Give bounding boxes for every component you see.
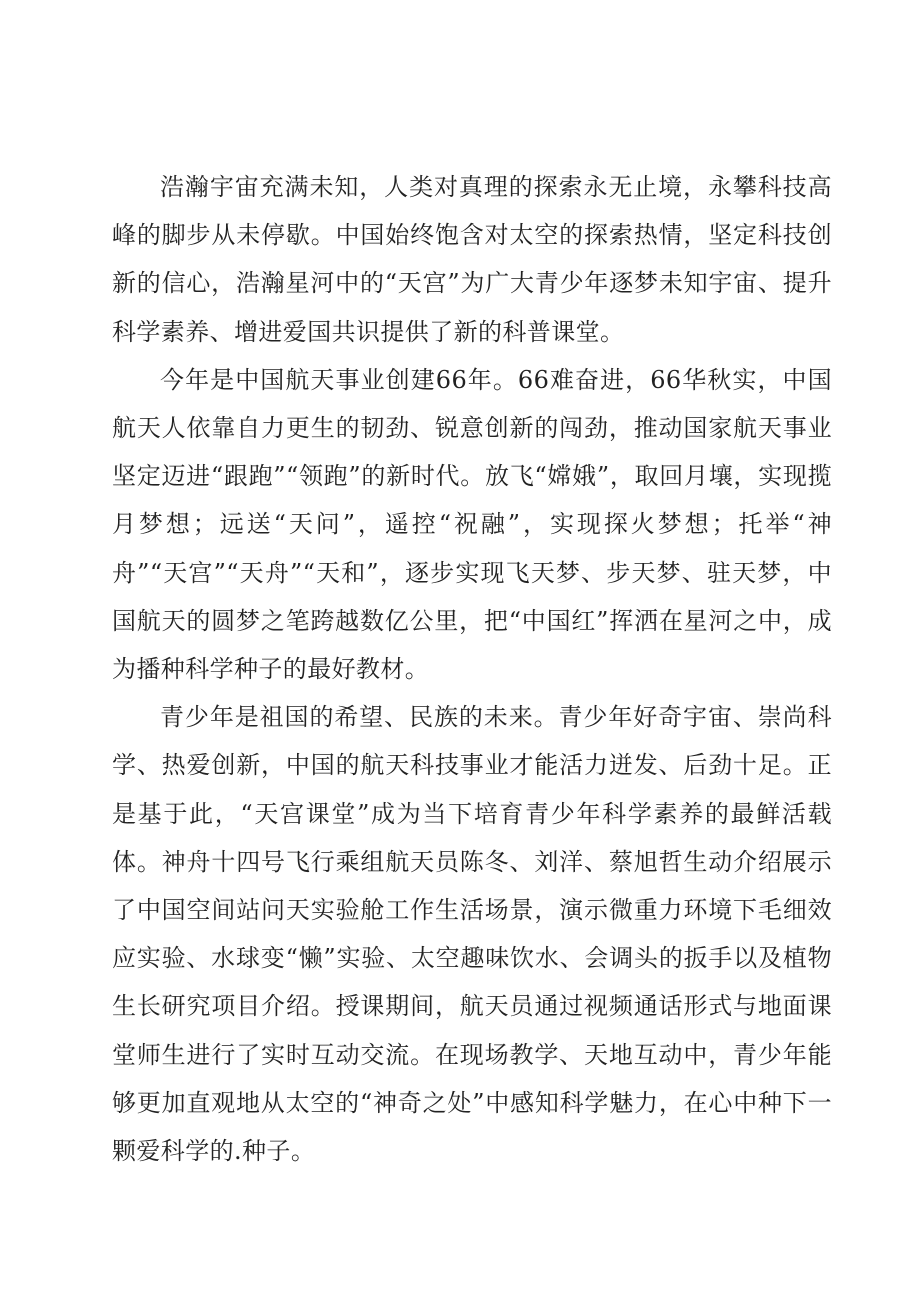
paragraph-space-exploration: 浩瀚宇宙充满未知，人类对真理的探索永无止境，永攀科技高峰的脚步从未停歇。中国始终饱含对太空的探索热情，坚定科技创新的信心，浩瀚星河中的“天宫”为广大青少年逐梦未知宇宙、提升科学素养、增进爱国共识提供了新的科普课堂。 [112,173,832,346]
document-body [112,163,832,1175]
paragraph-aerospace-66-years: 今年是中国航天事业创建66年。66难奋进，66华秋实，中国航天人依靠自力更生的韧劲、锐意创新的闯劲，推动国家航天事业坚定迈进“跟跑”“领跑”的新时代。放飞“嫦娥”，取回月壤，实现揽月梦想；远送“天问”，遥控“祝融”，实现探火梦想；托举“神舟”“天宫”“天舟”“天和”，逐步实现飞天梦、步天梦、驻天梦，中国航天的圆梦之笔跨越数亿公里，把“中国红”挥洒在星河之中，成为播种科学种子的最好教材。 [112,365,832,684]
paragraph-tiangong-classroom: 青少年是祖国的希望、民族的未来。青少年好奇宇宙、崇尚科学、热爱创新，中国的航天科技事业才能活力迸发、后劲十足。正是基于此，“天宫课堂”成为当下培育青少年科学素养的最鲜活载体。神舟十四号飞行乘组航天员陈冬、刘洋、蔡旭哲生动介绍展示了中国空间站问天实验舱工作生活场景，演示微重力环境下毛细效应实验、水球变“懒”实验、太空趣味饮水、会调头的扳手以及植物生长研究项目介绍。授课期间，航天员通过视频通话形式与地面课堂师生进行了实时互动交流。在现场教学、天地互动中，青少年能够更加直观地从太空的“神奇之处”中感知科学魅力，在心中种下一颗爱科学的.种子。 [112,703,832,1166]
